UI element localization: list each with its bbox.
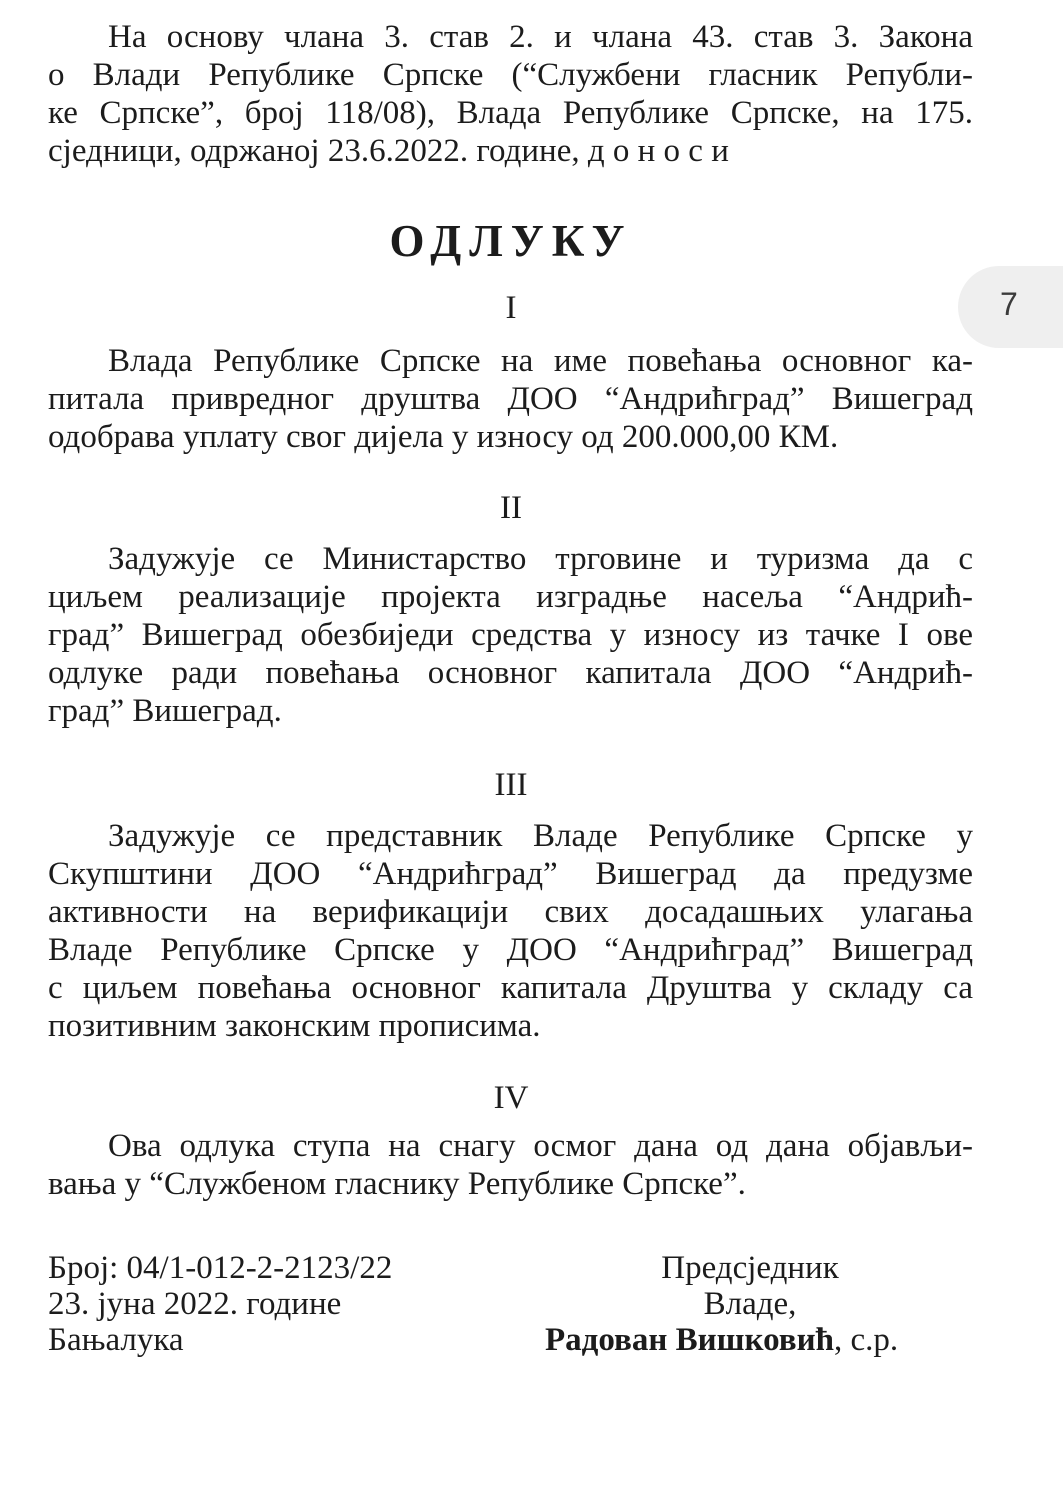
document-place: Бањалука — [48, 1322, 184, 1358]
page-number: 7 — [1000, 286, 1018, 322]
section-line: активности на верификацији свих досадашњих улагања — [48, 894, 973, 930]
section-number: II — [500, 490, 522, 526]
document-number: Број: 04/1-012-2-2123/22 — [48, 1250, 393, 1286]
section-body — [48, 540, 973, 730]
section-number: I — [505, 290, 517, 326]
section-line: Скупштини ДОО “Андрићград” Вишеград да предузме — [48, 856, 973, 892]
signer-title: Предсједник — [661, 1250, 839, 1286]
section-line: позитивним законским прописима. — [48, 1008, 541, 1044]
preamble-line: На основу члана 3. став 2. и члана 43. став 3. Закона — [108, 19, 973, 55]
section-number: III — [494, 767, 528, 803]
section-body — [48, 817, 973, 1045]
section-line: Задужује се Министарство трговине и туризма да с — [108, 541, 973, 577]
preamble-line: сједници, одржаној 23.6.2022. године, д о н о с и — [48, 133, 729, 169]
document-title: ОДЛУКУ — [389, 216, 633, 266]
signer-line — [545, 1322, 937, 1358]
section-line: град” Вишеград обезбиједи средства у износу из тачке I ове — [48, 617, 973, 653]
section-line: одлуке ради повећања основног капитала ДОО “Андрић- — [48, 655, 973, 691]
section-line: циљем реализације пројекта изградње насеља “Андрић- — [48, 579, 973, 615]
section-line: град” Вишеград. — [48, 693, 282, 729]
signer-title: Владе, — [703, 1286, 797, 1322]
signer-suffix: , с.р. — [833, 1322, 899, 1358]
section-number: IV — [493, 1080, 529, 1116]
section-body — [48, 1127, 973, 1203]
section-line: Ова одлука ступа на снагу осмог дана од дана објављи- — [108, 1128, 973, 1164]
document-reference — [48, 1250, 392, 1358]
section-body — [48, 342, 973, 456]
section-line: питала привредног друштва ДОО “Андрићград” Вишеград — [48, 381, 973, 417]
section-line: одобрава уплату свог дијела у износу од 200.000,00 КМ. — [48, 419, 839, 455]
document-date: 23. јуна 2022. године — [48, 1286, 342, 1322]
section-line: Влада Републике Српске на име повећања основног ка- — [108, 343, 973, 379]
section-line: Владе Републике Српске у ДОО “Андрићград” Вишеград — [48, 932, 973, 968]
preamble — [48, 18, 973, 170]
preamble-line: о Влади Републике Српске (“Службени гласник Републи- — [48, 57, 973, 93]
signer-name: Радован Вишковић — [545, 1322, 834, 1358]
preamble-line: ке Српске”, број 118/08), Влада Републике Српске, на 175. — [48, 95, 973, 131]
signature-block — [545, 1250, 937, 1358]
section-line: с циљем повећања основног капитала Друштва у складу са — [48, 970, 973, 1006]
section-line: Задужује се представник Владе Републике Српске у — [108, 818, 973, 854]
section-line: вања у “Службеном гласнику Републике Српске”. — [48, 1166, 746, 1202]
